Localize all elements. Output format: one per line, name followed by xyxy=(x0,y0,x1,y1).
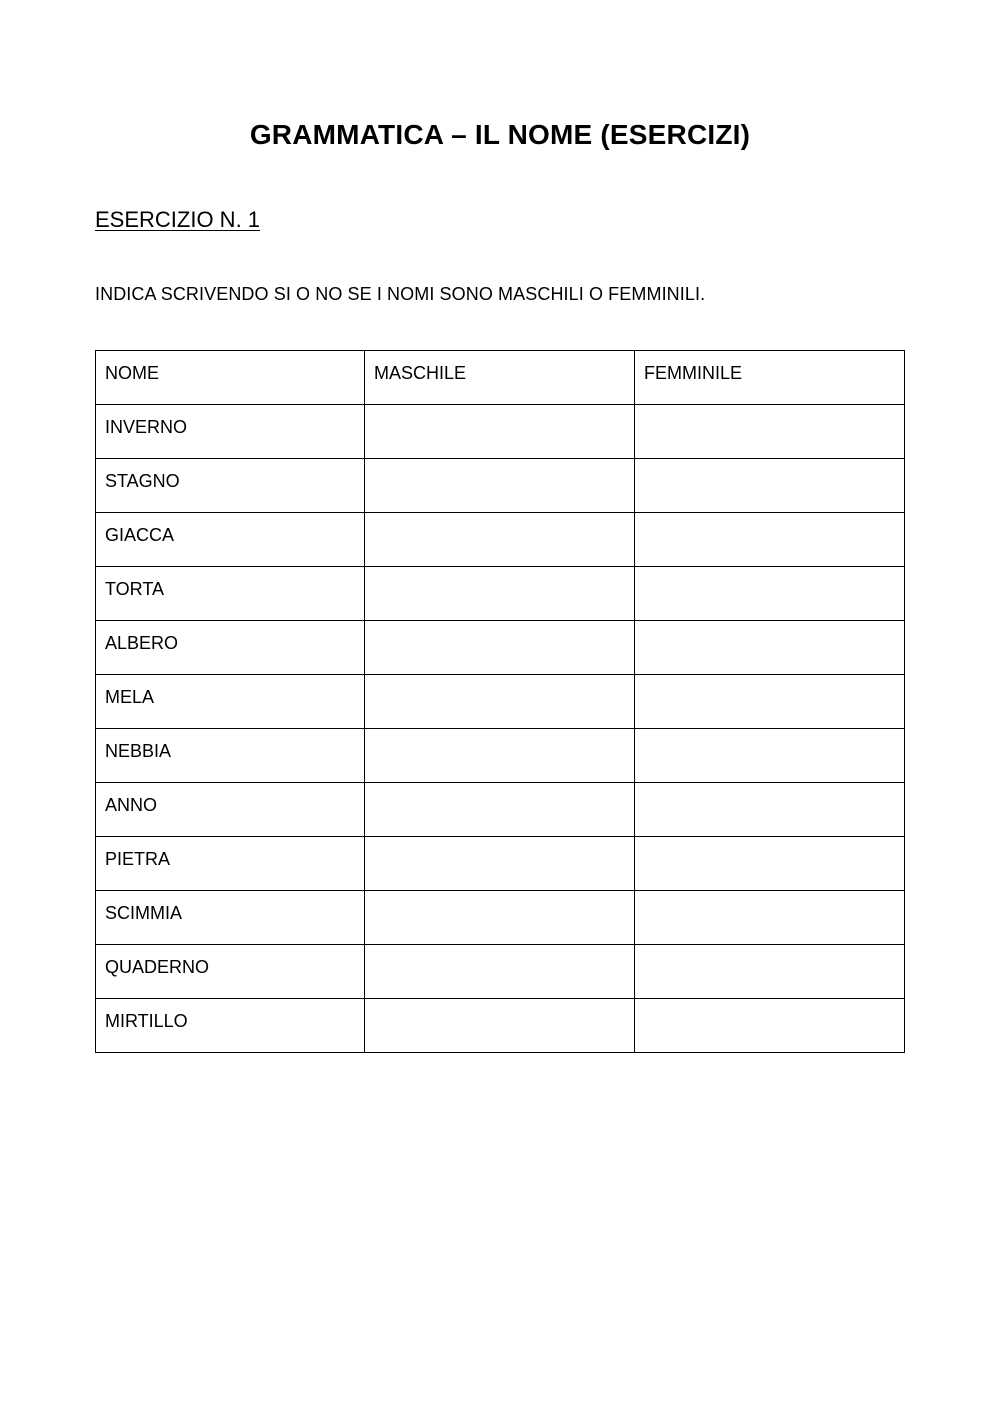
noun-label: ALBERO xyxy=(105,633,179,653)
maschile-answer xyxy=(374,999,625,1010)
table-header-row xyxy=(96,351,905,405)
noun-cell xyxy=(96,513,365,567)
maschile-answer-cell[interactable] xyxy=(365,459,635,513)
femminile-answer xyxy=(644,459,895,470)
table-row xyxy=(96,513,905,567)
header-cell-femminile xyxy=(635,351,905,405)
table-row xyxy=(96,675,905,729)
maschile-answer xyxy=(374,621,625,632)
maschile-answer-cell[interactable] xyxy=(365,513,635,567)
noun-cell xyxy=(96,999,365,1053)
femminile-answer xyxy=(644,783,895,794)
exercise-instructions: INDICA SCRIVENDO SI O NO SE I NOMI SONO MASCHILI O FEMMINILI. xyxy=(95,284,706,304)
noun-label: SCIMMIA xyxy=(105,903,183,923)
maschile-answer xyxy=(374,513,625,524)
table-row xyxy=(96,783,905,837)
maschile-answer xyxy=(374,945,625,956)
noun-cell xyxy=(96,459,365,513)
femminile-answer-cell[interactable] xyxy=(635,729,905,783)
femminile-answer-cell[interactable] xyxy=(635,783,905,837)
table-row xyxy=(96,729,905,783)
noun-label: STAGNO xyxy=(105,471,180,491)
maschile-answer-cell[interactable] xyxy=(365,783,635,837)
noun-label: PIETRA xyxy=(105,849,171,869)
maschile-answer xyxy=(374,837,625,848)
table-row xyxy=(96,837,905,891)
femminile-answer xyxy=(644,621,895,632)
maschile-answer-cell[interactable] xyxy=(365,567,635,621)
noun-cell xyxy=(96,567,365,621)
maschile-answer xyxy=(374,459,625,470)
femminile-answer-cell[interactable] xyxy=(635,945,905,999)
table-row xyxy=(96,567,905,621)
table-row xyxy=(96,891,905,945)
femminile-answer-cell[interactable] xyxy=(635,567,905,621)
noun-cell xyxy=(96,945,365,999)
femminile-answer-cell[interactable] xyxy=(635,891,905,945)
table-row xyxy=(96,405,905,459)
femminile-answer xyxy=(644,999,895,1010)
femminile-answer xyxy=(644,567,895,578)
header-cell-maschile xyxy=(365,351,635,405)
page-title: GRAMMATICA – IL NOME (ESERCIZI) xyxy=(249,119,751,150)
maschile-answer xyxy=(374,729,625,740)
header-label: NOME xyxy=(105,363,159,383)
header-label: FEMMINILE xyxy=(644,363,743,383)
noun-cell xyxy=(96,783,365,837)
maschile-answer xyxy=(374,675,625,686)
noun-label: MELA xyxy=(105,687,155,707)
femminile-answer xyxy=(644,513,895,524)
noun-label: GIACCA xyxy=(105,525,175,545)
table-row xyxy=(96,459,905,513)
noun-label: ANNO xyxy=(105,795,158,815)
femminile-answer-cell[interactable] xyxy=(635,513,905,567)
femminile-answer-cell[interactable] xyxy=(635,405,905,459)
noun-label: NEBBIA xyxy=(105,741,172,761)
header-label: MASCHILE xyxy=(374,363,467,383)
maschile-answer xyxy=(374,891,625,902)
noun-cell xyxy=(96,405,365,459)
noun-cell xyxy=(96,837,365,891)
noun-cell xyxy=(96,729,365,783)
noun-label: INVERNO xyxy=(105,417,188,437)
femminile-answer-cell[interactable] xyxy=(635,675,905,729)
femminile-answer-cell[interactable] xyxy=(635,459,905,513)
maschile-answer-cell[interactable] xyxy=(365,621,635,675)
femminile-answer xyxy=(644,675,895,686)
header-cell-nome xyxy=(96,351,365,405)
noun-label: TORTA xyxy=(105,579,165,599)
femminile-answer xyxy=(644,891,895,902)
noun-cell xyxy=(96,891,365,945)
femminile-answer-cell[interactable] xyxy=(635,837,905,891)
table-row xyxy=(96,621,905,675)
femminile-answer xyxy=(644,729,895,740)
maschile-answer-cell[interactable] xyxy=(365,675,635,729)
table-row xyxy=(96,945,905,999)
femminile-answer-cell[interactable] xyxy=(635,621,905,675)
femminile-answer-cell[interactable] xyxy=(635,999,905,1053)
maschile-answer-cell[interactable] xyxy=(365,999,635,1053)
maschile-answer-cell[interactable] xyxy=(365,729,635,783)
maschile-answer xyxy=(374,783,625,794)
maschile-answer-cell[interactable] xyxy=(365,405,635,459)
noun-cell xyxy=(96,621,365,675)
exercise-heading: ESERCIZIO N. 1 xyxy=(95,207,261,232)
noun-label: MIRTILLO xyxy=(105,1011,188,1031)
maschile-answer xyxy=(374,405,625,416)
femminile-answer xyxy=(644,837,895,848)
noun-cell xyxy=(96,675,365,729)
femminile-answer xyxy=(644,405,895,416)
maschile-answer-cell[interactable] xyxy=(365,945,635,999)
maschile-answer-cell[interactable] xyxy=(365,891,635,945)
maschile-answer xyxy=(374,567,625,578)
nouns-gender-table xyxy=(95,350,905,1053)
maschile-answer-cell[interactable] xyxy=(365,837,635,891)
table-row xyxy=(96,999,905,1053)
femminile-answer xyxy=(644,945,895,956)
noun-label: QUADERNO xyxy=(105,957,210,977)
